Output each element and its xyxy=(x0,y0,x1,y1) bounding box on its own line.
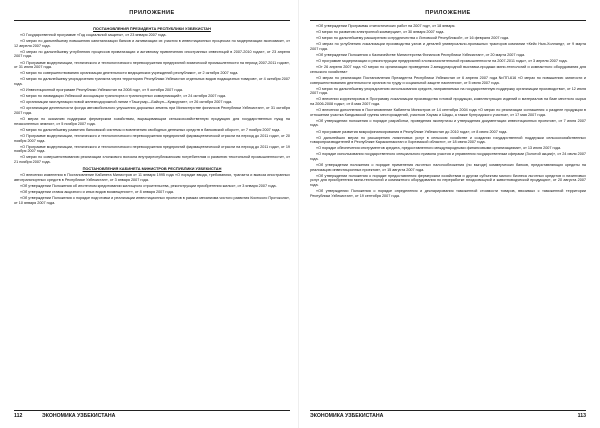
resolution-paragraph: «Об утверждении ставок акцизного и иных видов возмещения»», от 8 января 2007 года. xyxy=(20,190,174,195)
book-spine xyxy=(298,0,299,428)
decree-paragraph: «О мерах по ликвидации Узбекской ассоциации транспорта и транспортных коммуникаций», от 24 октября 2007 года. xyxy=(20,94,227,99)
resolution-paragraph: «Об утверждении положения о порядке предоставления фермерским хозяйствам и другим субъектам малого бизнеса льготных кредитов и лизинговых услуг для приобретения мини-технологий и компактного оборудования по переработке плодоовощной и животноводческой продукции», от 20 августа 2007 года. xyxy=(310,173,586,187)
decree-paragraph: «О Программе модернизации, технического и технологического перевооружения предприятий фармацевтической отрасли на период до 2011 года», от 20 ноября 2007 года. xyxy=(14,133,290,143)
resolution-paragraph: «О дальнейших мерах по расширению лизинговых услуг в сельском хозяйстве и создании государственной поддержки сельскохозяйственных товаропроизводителей в Республике Каракалпакстан и Хорезмской области», от 18 июня 2007 года. xyxy=(310,135,586,145)
right-page-header: ПРИЛОЖЕНИЕ xyxy=(310,10,586,21)
decree-paragraph: «О организации эксплуатации новой железнодорожной линии «Ташгузар—Байсун—Кумкурган», от 26 октября 2007 года. xyxy=(20,100,233,105)
resolution-paragraph: «Об утверждении Положения о Казначействе Министерства Финансов Республики Узбекистан», от 20 марта 2007 года. xyxy=(316,53,526,58)
left-page-footer xyxy=(14,410,290,420)
decree-paragraph: «О мерах по совершенствованию реализации хлопкового волокна внутриреспубликанским потребителям и развитию текстильной промышленности», от 21 ноября 2007 года. xyxy=(14,155,290,164)
left-page-body xyxy=(14,24,290,402)
section-heading-president: ПОСТАНОВЛЕНИЯ ПРЕЗИДЕНТА РЕСПУБЛИКИ УЗБЕКИСТАН xyxy=(93,26,211,31)
right-page-footer xyxy=(310,410,586,420)
resolution-paragraph: «Об утверждении положения о порядке разработки, проведения экспертизы и утверждения документации инвестиционных проектов», от 7 июня 2007 года. xyxy=(310,118,586,128)
decree-paragraph: «О организации деятельности фонда автомобильного улучшения дорожных земель при Министерстве финансов Республики Узбекистан», от 31 октября 2007 года. xyxy=(14,106,290,115)
resolution-paragraph: «О программе модернизации и реконструкции предприятий хлопкоочистительной промышленности на 2007-2011 годы», от 3 апреля 2007 года. xyxy=(316,59,568,64)
resolution-paragraph: «О мерах по дальнейшему упорядочению использования средств, направляемых на государственную поддержку организации производства», от 12 июля 2007 года. xyxy=(310,86,586,96)
resolution-paragraph: «О программе развития микрофинансирования в Республике Узбекистан до 2010 года», от 8 июня 2007 года. xyxy=(316,129,508,134)
left-page xyxy=(14,10,290,420)
resolution-paragraph: «Об утверждении Положения об ипотечном кредитовании жилищного строительства, реконструкции приобретения жилья», от 3 января 2007 года. xyxy=(20,184,277,189)
resolution-paragraph: «Об утверждении Программы статистических работ на 2007 год», от 18 января. xyxy=(316,24,456,28)
decree-paragraph: «О Программе модернизации, технического и технологического перевооружения предприятий фармацевтической отрасли на период до 2011 года», от 19 ноября 2007 года. xyxy=(14,144,290,154)
resolution-paragraph: «О мерах по дальнейшему расширению сотрудничества с Литовской Республикой», от 16 февраля 2007 года. xyxy=(316,36,510,41)
decree-paragraph: «О Инвестиционной программе Республики Узбекистан на 2008 год», от 9 октября 2007 года. xyxy=(20,88,183,93)
right-page-body xyxy=(310,24,586,402)
resolution-paragraph: «Об утверждении положения о порядке применения льготных налогообложения (по выгоде) коммерческих банков, предоставляющих кредиты на реализацию инвестиционных проектов», от 15 августа 2007 года. xyxy=(310,163,586,172)
resolution-paragraph: «О мерах по реализации Постановления Президента Республики Узбекистан от 6 апреля 2007 года №ПП-616 «О мерах по повышению занятости и совершенствованию деятельности органов по труду и социальной защите населения», от 5 июня 2007 года. xyxy=(310,76,586,85)
decree-paragraph: «О мерах по оказанию поддержки фермерским хозяйствам, выращивающим сельскохозяйственную продукцию для государственных нужд на незасоленных землях», от 5 ноября 2007 года. xyxy=(14,117,290,126)
page-number: 112 xyxy=(14,413,23,419)
section-heading-cabinet: ПОСТАНОВЛЕНИЯ КАБИНЕТА МИНИСТРОВ РЕСПУБЛИКИ УЗБЕКИСТАН xyxy=(82,166,222,172)
journal-name: ЭКОНОМИКА УЗБЕКИСТАНА xyxy=(310,413,384,419)
left-page-header: ПРИЛОЖЕНИЕ xyxy=(14,10,290,21)
page-number: 113 xyxy=(577,413,586,419)
resolution-paragraph: «От 26 апреля 2007 года «О мерах по организации проведения 2-международной выставки-продажи мини-технологий и компактного оборудования для сельского хозяйства» xyxy=(310,65,586,74)
decree-paragraph: «О мерах по совершенствованию организации деятельности медицинских учреждений республики», от 2 октября 2007 года. xyxy=(20,71,239,76)
decree-paragraph: «О мерах по дальнейшему углублению процессов приватизации и активному привлечению иностранных инвестиций в 2007-2010 годах», от 23 апреля 2007 года. xyxy=(14,49,290,59)
resolution-paragraph: «О внесении корректировок в Программу локализации производства готовой продукции, комплектующих изделий и материалов на базе местного сырья на 2006-2008 годы», от 8 мая 2007 года. xyxy=(310,97,586,106)
resolution-paragraph: «О мерах по углублению локализации производства узлов и деталей универсально-пропашных тракторов компании «Кейс Нью-Холланд», от 9 марта 2007 года. xyxy=(310,42,586,51)
decree-paragraph: «О мерах по дальнейшему развитию банковской системы и вовлечению свободных денежных средств в банковский оборот», от 7 ноября 2007 года. xyxy=(20,127,281,132)
resolution-paragraph: «О порядке использования государственного специального правила участия и управления государственным сферами (Золотой акции)», от 24 июля 2007 года. xyxy=(310,152,586,162)
decree-paragraph: «О мерах по дальнейшему повышению капитализации банков и активизации их участия в инвестиционных процессах по модернизации экономики», от 12 апреля 2007 года. xyxy=(14,39,290,48)
resolution-paragraph: «Об утверждении Положения о порядке определения и декларирования таможенной стоимости товаров, ввозимых с таможенной территории Республики Узбекистан», от 19 сентября 2007 года. xyxy=(310,189,586,198)
resolution-paragraph: «О внесении дополнения в Постановление Кабинета Министров от 14 сентября 2004 года «О мерах по реализации соглашения о разделе продукции в отношении участка Кандымской группы месторождений, участков Хаузак и Шады, а также Кунградского участка», от 17 мая 2007 года. xyxy=(310,108,586,117)
resolution-paragraph: «О мерах по развитию электронной коммерции», от 30 января 2007 года. xyxy=(316,30,445,35)
decree-paragraph: «О Государственной программе «Год социальной защиты», от 23 января 2007 года. xyxy=(20,33,167,37)
resolution-paragraph: «О внесении изменения в Постановление Кабинета Министров от 11 января 1995 года «О порядке ввода, требованиях, транзита и вывоза иностранных автотранспортных средств в Республике Узбекистан», от 3 января 2007 года. xyxy=(14,173,290,182)
decree-paragraph: «О мерах по дальнейшему упорядочению транзита через территорию Республики Узбекистан отдельных видов подакцизных товаров», от 4 октября 2007 года. xyxy=(14,77,290,86)
right-page xyxy=(310,10,586,420)
decree-paragraph: «О Программе модернизации, технического и технологического перевооружения предприятий химической промышленности на период 2007-2011 годов», от 31 июля 2007 года. xyxy=(14,60,290,70)
resolution-paragraph: «Об утверждении Положения о порядке подготовки и реализации инвестиционных проектов в рамках механизма чистого развития Киотского Протокола», от 10 января 2007 года. xyxy=(14,196,290,205)
resolution-paragraph: «О порядке обеспечения инструментов кредита, предоставленного международными финансовыми организациями», от 13 июля 2007 года. xyxy=(316,146,562,151)
journal-name: ЭКОНОМИКА УЗБЕКИСТАНА xyxy=(42,413,116,419)
